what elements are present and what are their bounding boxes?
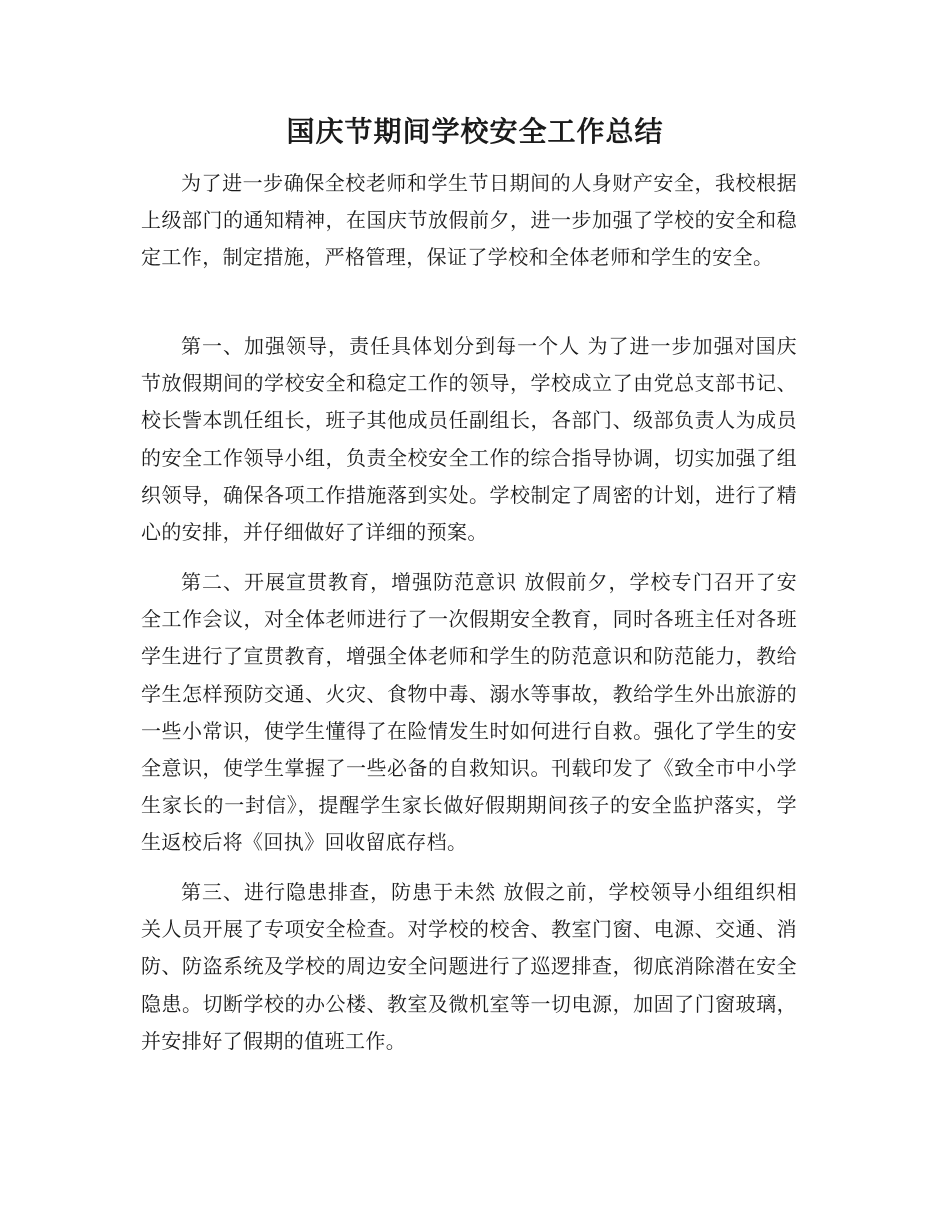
- paragraph-block: [141, 165, 797, 277]
- paragraph-block: [141, 564, 797, 862]
- paragraph-inspection: 第三、进行隐患排查，防患于未然 放假之前，学校领导小组组织相关人员开展了专项安全检查。对学校的校舍、教室门窗、电源、交通、消防、防盗系统及学校的周边安全问题进行了巡逻排查，彻底消除潜在安全隐患。切断学校的办公楼、教室及微机室等一切电源，加固了门窗玻璃，并安排好了假期的值班工作。: [141, 880, 797, 1053]
- paragraph-education: 第二、开展宣贯教育，增强防范意识 放假前夕，学校专门召开了安全工作会议，对全体老师进行了一次假期安全教育，同时各班主任对各班学生进行了宣贯教育，增强全体老师和学生的防范意识和防范能力，教给学生怎样预防交通、火灾、食物中毒、溺水等事故，教给学生外出旅游的一些小常识，使学生懂得了在险情发生时如何进行自救。强化了学生的安全意识，使学生掌握了一些必备的自救知识。刊载印发了《致全市中小学生家长的一封信》，提醒学生家长做好假期期间孩子的安全监护落实，学生返校后将《回执》回收留底存档。: [141, 570, 797, 855]
- paragraph-intro: 为了进一步确保全校老师和学生节日期间的人身财产安全，我校根据上级部门的通知精神，在国庆节放假前夕，进一步加强了学校的安全和稳定工作，制定措施，严格管理，保证了学校和全体老师和学生的安全。: [141, 171, 797, 270]
- document-title: 国庆节期间学校安全工作总结: [286, 115, 664, 148]
- paragraph-leadership: 第一、加强领导，责任具体划分到每一个人 为了进一步加强对国庆节放假期间的学校安全和稳定工作的领导，学校成立了由党总支部书记、校长訾本凯任组长，班子其他成员任副组长，各部门、级部负责人为成员的安全工作领导小组，负责全校安全工作的综合指导协调，切实加强了组织领导，确保各项工作措施落到实处。学校制定了周密的计划，进行了精心的安排，并仔细做好了详细的预案。: [141, 334, 797, 545]
- paragraph-block: [141, 874, 797, 1060]
- paragraph-block: [141, 328, 797, 551]
